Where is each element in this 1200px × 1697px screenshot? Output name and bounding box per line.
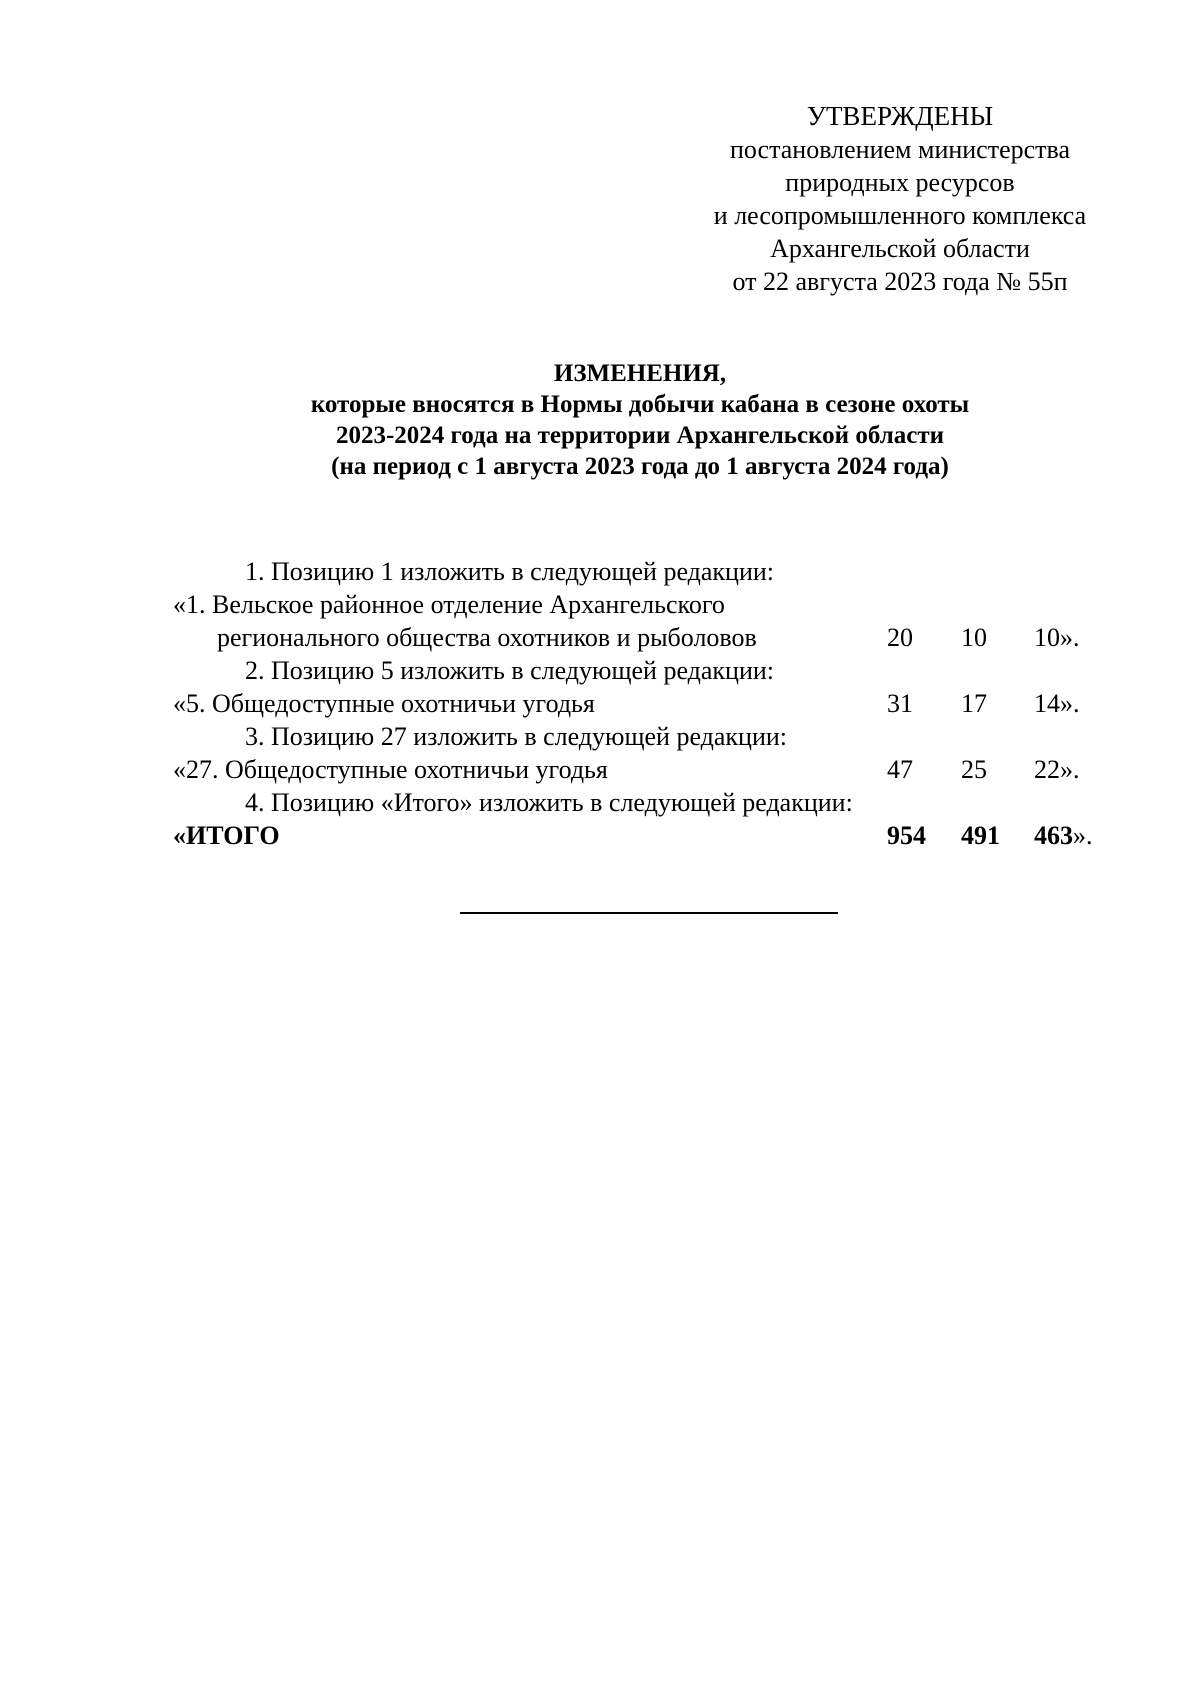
approval-heading: УТВЕРЖДЕНЫ: [806, 101, 994, 131]
approval-date-line: от 22 августа 2023 года № 55п: [732, 267, 1068, 296]
entry-name: «5. Общедоступные охотничьи угодья: [173, 689, 595, 718]
end-divider: [460, 912, 838, 914]
instruction-row: [173, 786, 1113, 819]
entry-row: [173, 588, 1113, 621]
total-value-adult: 491: [961, 821, 1000, 850]
document-title: [190, 358, 1090, 482]
value-total: 31: [887, 689, 913, 718]
total-row: [173, 819, 1113, 852]
value-adult: 25: [961, 755, 987, 784]
instruction-text: 2. Позицию 5 изложить в следующей редакции:: [245, 656, 775, 685]
instruction-text: 1. Позицию 1 изложить в следующей редакции:: [245, 557, 775, 586]
value-young: 10».: [1034, 623, 1080, 652]
title-period: (на период с 1 августа 2023 года до 1 августа 2024 года): [331, 453, 949, 480]
value-young: 14».: [1034, 689, 1080, 718]
instruction-text: 3. Позицию 27 изложить в следующей редакции:: [245, 722, 788, 751]
instruction-row: [173, 720, 1113, 753]
approval-line: природных ресурсов: [785, 168, 1015, 197]
instruction-row: [173, 654, 1113, 687]
total-value-total: 954: [887, 821, 926, 850]
title-line: которые вносятся в Нормы добычи кабана в сезоне охоты: [310, 391, 970, 418]
closing-quote: ».: [1073, 821, 1093, 850]
value-young: 22».: [1034, 755, 1080, 784]
total-value-young-number: 463: [1034, 821, 1073, 850]
title-heading: ИЗМЕНЕНИЯ,: [553, 360, 727, 387]
changes-list: [173, 555, 1113, 852]
entry-name: «1. Вельское районное отделение Архангельского: [173, 590, 725, 619]
value-total: 47: [887, 755, 913, 784]
approval-line: Архангельской области: [770, 234, 1030, 263]
value-adult: 10: [961, 623, 987, 652]
entry-name-continued: регионального общества охотников и рыболовов: [217, 623, 757, 652]
value-adult: 17: [961, 689, 987, 718]
approval-line: постановлением министерства: [729, 135, 1071, 164]
entry-name: «27. Общедоступные охотничьи угодья: [173, 755, 608, 784]
entry-row: [173, 753, 1113, 786]
instruction-text: 4. Позицию «Итого» изложить в следующей редакции:: [245, 788, 853, 817]
entry-row: [173, 621, 1113, 654]
title-line: 2023-2024 года на территории Архангельской области: [335, 422, 945, 449]
total-label: «ИТОГО: [173, 821, 280, 850]
total-value-young: [1034, 819, 1093, 852]
approval-stamp: [665, 100, 1135, 298]
value-total: 20: [887, 623, 913, 652]
approval-line: и лесопромышленного комплекса: [713, 201, 1087, 230]
entry-row: [173, 687, 1113, 720]
instruction-row: [173, 555, 1113, 588]
